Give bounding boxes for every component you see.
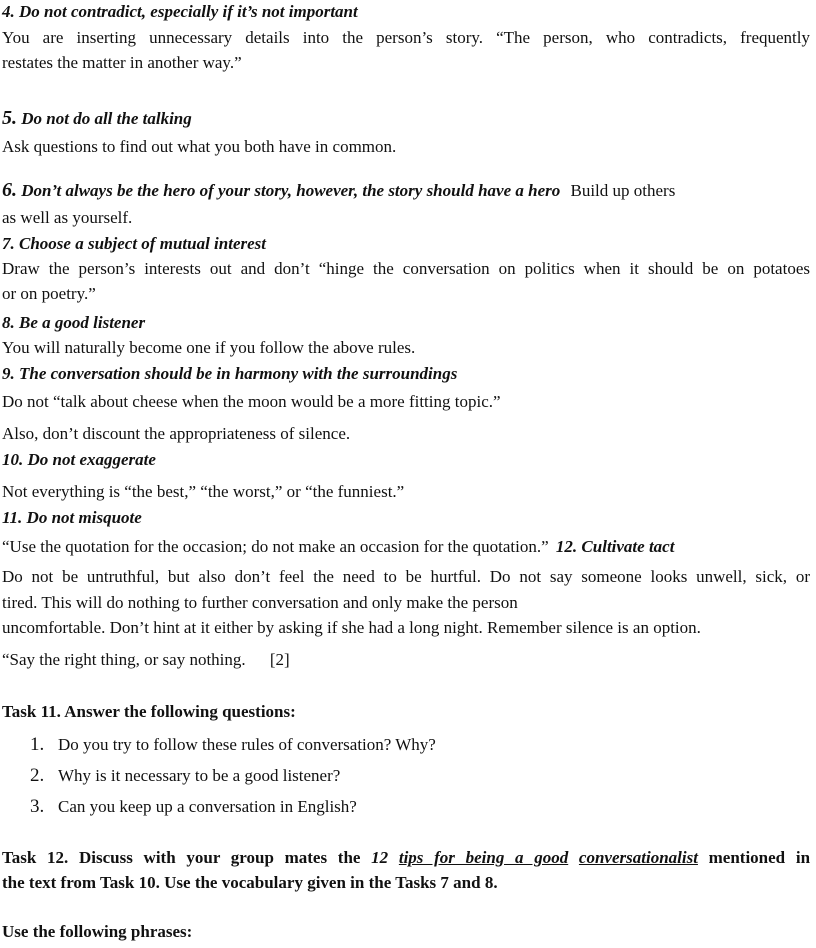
tip-10-text: Not everything is “the best,” “the worst,” or “the funniest.” xyxy=(2,482,405,501)
tip-6-text-line-2: as well as yourself. xyxy=(2,208,133,227)
tip-7-text-line-1: Draw the person’s interests out and don’t “hinge the conversation on politics when it should be on potatoes xyxy=(2,259,810,278)
tip-12-text-line-4 xyxy=(2,650,290,670)
tip-11-text xyxy=(2,537,674,557)
question-text: Do you try to follow these rules of conversation? Why? xyxy=(58,735,436,754)
tip-12-text-line-3: uncomfortable. Don’t hint at it either by asking if she had a long night. Remember silence is an option. xyxy=(2,618,701,637)
question-number: 2. xyxy=(30,765,45,786)
tip-12-heading: 12. Cultivate tact xyxy=(555,537,675,556)
task-11-title: Task 11. Answer the following questions: xyxy=(2,702,296,721)
tip-7-heading: 7. Choose a subject of mutual interest xyxy=(2,234,266,253)
tip-8-heading: 8. Be a good listener xyxy=(2,313,146,332)
question-number: 1. xyxy=(30,734,45,755)
tip-9-text-line-1: Do not “talk about cheese when the moon would be a more fitting topic.” xyxy=(2,392,501,411)
reference-marker: [2] xyxy=(269,650,290,669)
task-11-question-3 xyxy=(30,797,357,817)
tip-7-text-line-2: or on poetry.” xyxy=(2,284,96,303)
tip-12-text-line-1: Do not be untruthful, but also don’t feel the need to be hurtful. Do not say someone looks unwell, sick, or xyxy=(2,567,810,586)
task-11-question-2 xyxy=(30,766,340,786)
tip-12-text-line-2: tired. This will do nothing to further conversation and only make the person xyxy=(2,593,518,612)
phrases-heading: Use the following phrases: xyxy=(2,922,193,941)
tip-10-heading: 10. Do not exaggerate xyxy=(2,450,156,469)
task-12-part-2: 12 xyxy=(371,848,389,867)
tip-6-heading-text: Don’t always be the hero of your story, however, the story should have a hero xyxy=(21,181,561,200)
tip-9-text-line-2: Also, don’t discount the appropriateness of silence. xyxy=(2,424,351,443)
task-12-line-2: the text from Task 10. Use the vocabulary given in the Tasks 7 and 8. xyxy=(2,873,498,892)
tip-8-text: You will naturally become one if you follow the above rules. xyxy=(2,338,416,357)
task-12-part-5: mentioned in xyxy=(708,848,811,867)
tip-4-text-line-1: You are inserting unnecessary details into the person’s story. “The person, who contradicts, frequently xyxy=(2,28,810,47)
question-number: 3. xyxy=(30,796,45,817)
tip-5-number: 5. xyxy=(2,107,17,129)
task-12-line-1 xyxy=(2,848,810,868)
tip-9-heading: 9. The conversation should be in harmony with the surroundings xyxy=(2,364,458,383)
tip-6-number: 6. xyxy=(2,179,17,201)
task-12-part-4: conversationalist xyxy=(578,848,698,867)
task-12-part-3: tips for being a good xyxy=(398,848,569,867)
tip-6-heading xyxy=(2,180,675,201)
question-text: Can you keep up a conversation in English? xyxy=(58,797,357,816)
tip-5-heading-text: Do not do all the talking xyxy=(21,109,192,128)
tip-11-quote: “Use the quotation for the occasion; do not make an occasion for the quotation.” xyxy=(2,537,549,556)
question-text: Why is it necessary to be a good listener? xyxy=(58,766,341,785)
tip-12-closing-quote: “Say the right thing, or say nothing. xyxy=(2,650,246,669)
tip-5-heading xyxy=(2,108,192,129)
tip-11-heading: 11. Do not misquote xyxy=(2,508,142,527)
task-11-question-1 xyxy=(30,735,436,755)
tip-4-heading: 4. Do not contradict, especially if it’s not important xyxy=(2,2,358,21)
tip-4-text-line-2: restates the matter in another way.” xyxy=(2,53,242,72)
task-12-part-1: Task 12. Discuss with your group mates the xyxy=(2,848,361,867)
tip-5-text: Ask questions to find out what you both have in common. xyxy=(2,137,397,156)
tip-6-text-inline: Build up others xyxy=(570,181,676,200)
